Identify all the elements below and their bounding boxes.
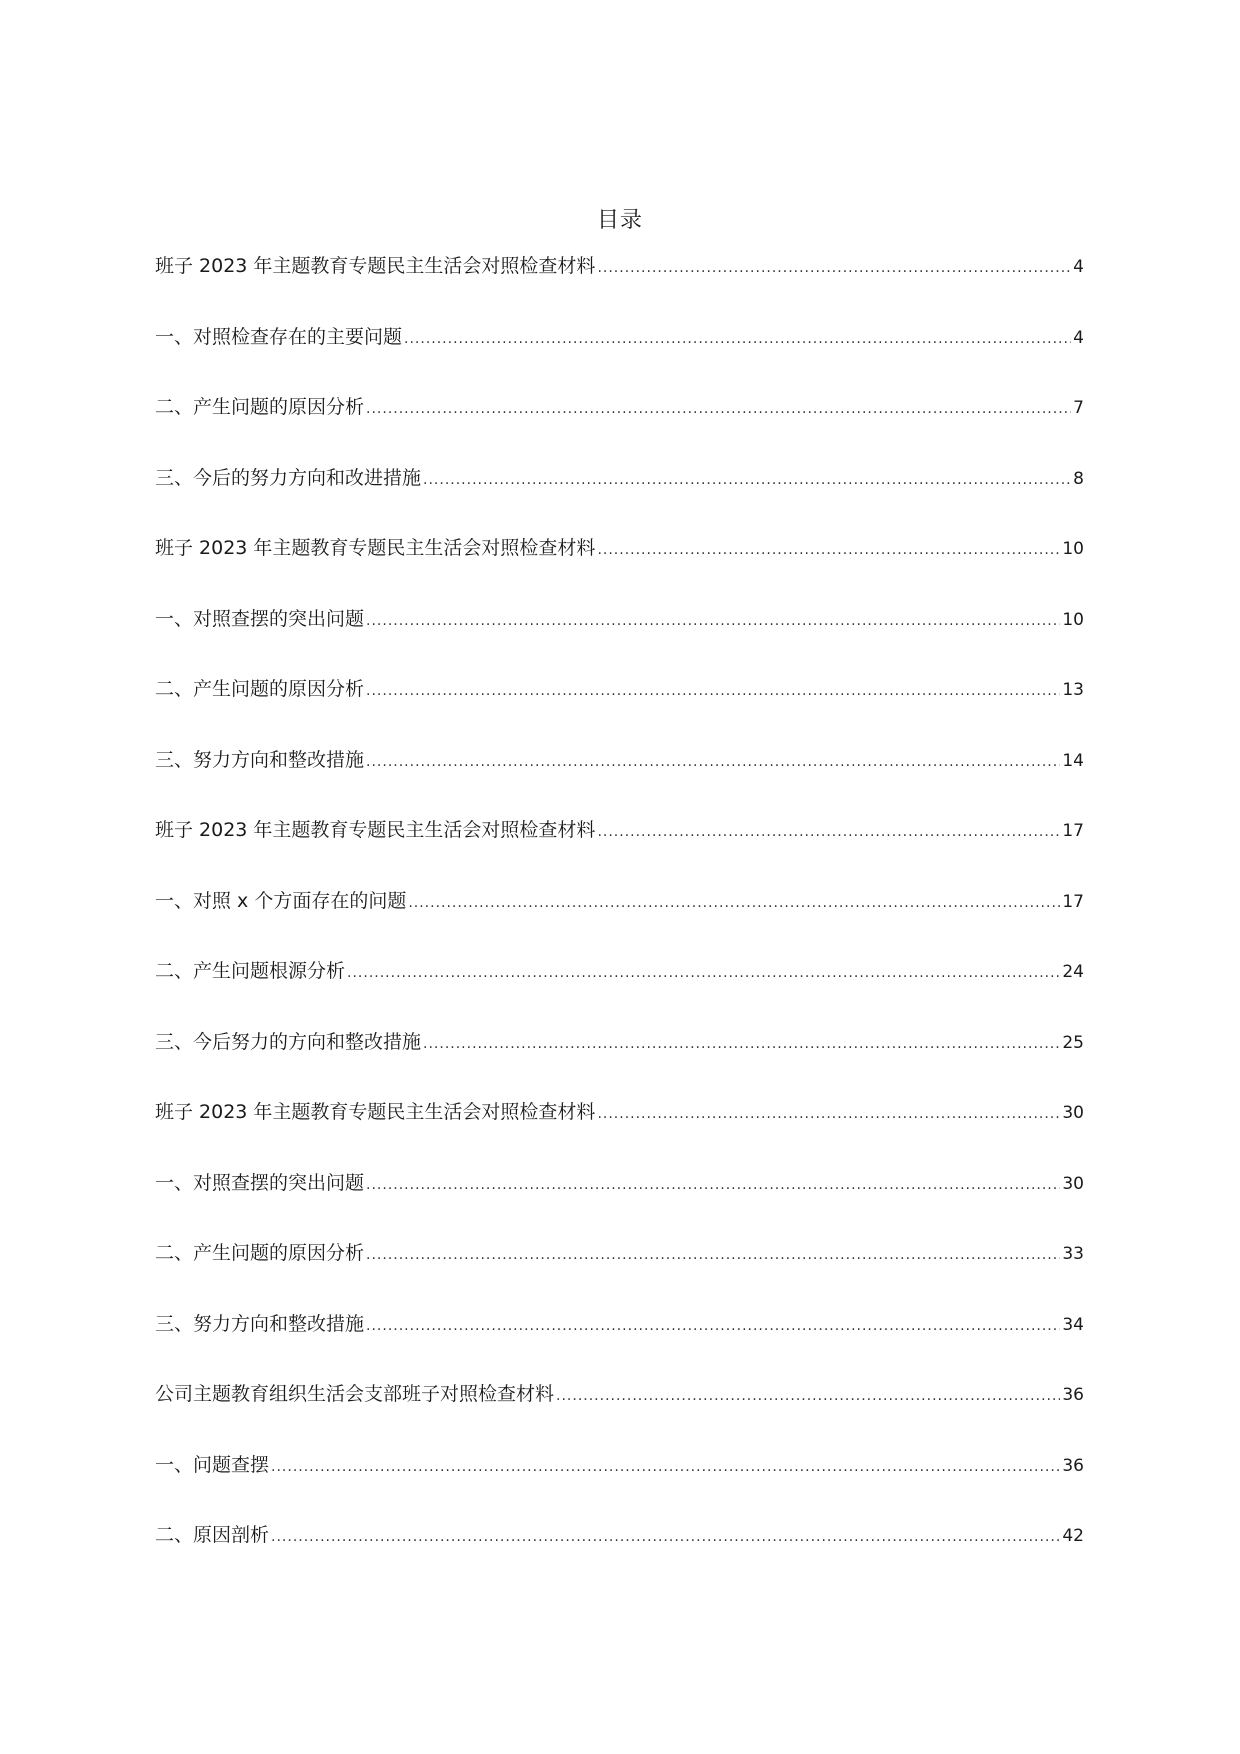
toc-entry[interactable] [155, 674, 1084, 745]
toc-entry-page: 14 [1062, 750, 1084, 771]
toc-entry[interactable] [155, 1450, 1084, 1521]
dot-leader [366, 1170, 1060, 1200]
dot-leader [271, 1452, 1060, 1482]
dot-leader [366, 1311, 1060, 1341]
dot-leader [408, 888, 1060, 918]
toc-entry-text: 二、产生问题根源分析 [155, 960, 346, 982]
toc-entry-page: 36 [1062, 1385, 1084, 1405]
toc-entry-text: 一、对照检查存在的主要问题 [155, 325, 403, 348]
toc-entry-page: 8 [1073, 468, 1084, 489]
dot-leader [556, 1381, 1060, 1411]
dot-leader [366, 676, 1060, 706]
toc-entry-text: 二、产生问题的原因分析 [155, 1242, 365, 1264]
toc-entry[interactable] [155, 1168, 1084, 1239]
toc-entry-page: 30 [1062, 1173, 1084, 1194]
toc-entry-text: 班子 2023 年主题教育专题民主生活会对照检查材料 [155, 1101, 596, 1123]
toc-entry-page: 7 [1073, 398, 1084, 418]
toc-entry[interactable] [155, 322, 1084, 393]
toc-entry[interactable] [155, 956, 1084, 1027]
toc-entry-text: 一、问题查摆 [155, 1453, 270, 1476]
toc-entry-text: 二、产生问题的原因分析 [155, 396, 365, 418]
toc-entry-page: 13 [1062, 680, 1084, 700]
toc-entry[interactable] [155, 1238, 1084, 1309]
toc-entry-text: 二、产生问题的原因分析 [155, 678, 365, 700]
toc-entry-text: 一、对照查摆的突出问题 [155, 607, 365, 630]
toc-entry-text: 二、原因剖析 [155, 1524, 270, 1546]
toc-entry-page: 34 [1062, 1314, 1084, 1335]
toc-entry-page: 4 [1073, 257, 1084, 277]
toc-entry-text: 三、努力方向和整改措施 [155, 1312, 365, 1335]
toc-entry[interactable] [155, 745, 1084, 816]
toc-entry-text: 公司主题教育组织生活会支部班子对照检查材料 [155, 1383, 555, 1405]
toc-entry-page: 17 [1062, 821, 1084, 841]
toc-entry-text: 三、今后的努力方向和改进措施 [155, 466, 422, 489]
toc-entry-text: 班子 2023 年主题教育专题民主生活会对照检查材料 [155, 819, 596, 841]
toc-entry-page: 10 [1062, 609, 1084, 630]
toc-entry-text: 班子 2023 年主题教育专题民主生活会对照检查材料 [155, 255, 596, 277]
toc-entry[interactable] [155, 463, 1084, 534]
toc-title: 目录 [596, 208, 643, 233]
toc-entry[interactable] [155, 1520, 1084, 1591]
toc-entry-text: 班子 2023 年主题教育专题民主生活会对照检查材料 [155, 537, 596, 559]
dot-leader [347, 958, 1060, 988]
toc-entry-page: 24 [1062, 962, 1084, 982]
dot-leader [597, 1099, 1060, 1129]
toc-entry-page: 25 [1062, 1032, 1084, 1053]
dot-leader [366, 394, 1071, 424]
toc-entry[interactable] [155, 1379, 1084, 1450]
toc-entry-text: 三、今后努力的方向和整改措施 [155, 1030, 422, 1053]
toc-list [155, 251, 1084, 1591]
toc-entry[interactable] [155, 886, 1084, 957]
dot-leader [597, 535, 1060, 565]
dot-leader [404, 324, 1071, 354]
toc-entry-page: 30 [1062, 1103, 1084, 1123]
toc-entry[interactable] [155, 533, 1084, 604]
toc-entry[interactable] [155, 1309, 1084, 1380]
toc-entry-page: 17 [1062, 891, 1084, 912]
dot-leader [366, 606, 1060, 636]
toc-entry-page: 10 [1062, 539, 1084, 559]
toc-entry[interactable] [155, 815, 1084, 886]
dot-leader [423, 465, 1071, 495]
toc-entry[interactable] [155, 1097, 1084, 1168]
toc-entry[interactable] [155, 251, 1084, 322]
toc-entry-page: 36 [1062, 1455, 1084, 1476]
toc-entry[interactable] [155, 392, 1084, 463]
toc-entry-page: 4 [1073, 327, 1084, 348]
toc-entry[interactable] [155, 1027, 1084, 1098]
toc-entry-page: 33 [1062, 1244, 1084, 1264]
toc-entry-text: 三、努力方向和整改措施 [155, 748, 365, 771]
dot-leader [597, 253, 1071, 283]
dot-leader [366, 1240, 1060, 1270]
toc-entry-page: 42 [1062, 1526, 1084, 1546]
toc-entry-text: 一、对照 x 个方面存在的问题 [155, 889, 407, 912]
dot-leader [423, 1029, 1060, 1059]
toc-entry[interactable] [155, 604, 1084, 675]
toc-entry-text: 一、对照查摆的突出问题 [155, 1171, 365, 1194]
dot-leader [597, 817, 1060, 847]
dot-leader [271, 1522, 1060, 1552]
dot-leader [366, 747, 1060, 777]
